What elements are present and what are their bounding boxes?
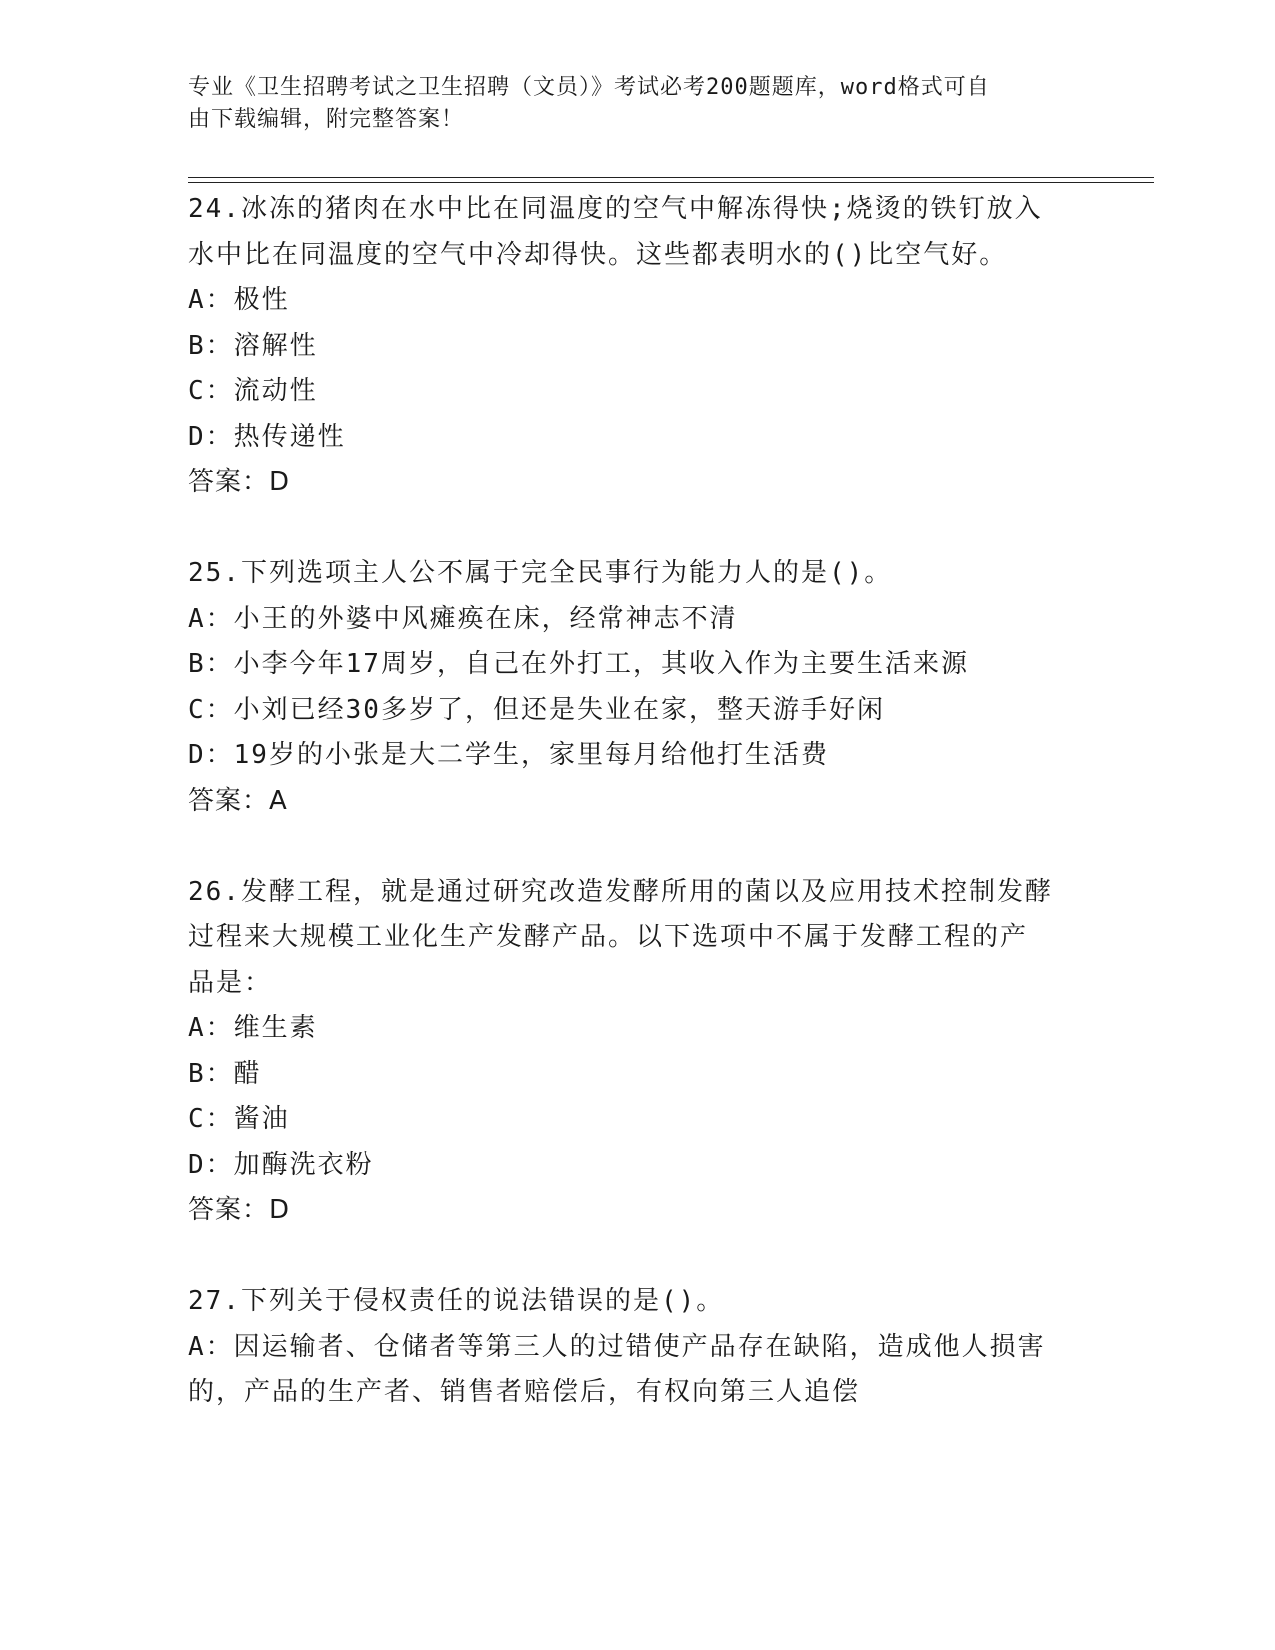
- question-25-option-a: A：小王的外婆中风瘫痪在床，经常神志不清: [188, 603, 738, 634]
- question-24-option-a: A：极性: [188, 285, 290, 315]
- question-27-option-a-line-1: A：因运输者、仓储者等第三人的过错使产品存在缺陷，造成他人损害: [188, 1331, 1046, 1362]
- question-25-option-b: B：小李今年17周岁，自己在外打工，其收入作为主要生活来源: [188, 649, 969, 679]
- question-25: [188, 551, 1088, 824]
- question-26-option-d: D：加酶洗衣粉: [188, 1149, 374, 1180]
- question-24-answer: 答案：D: [188, 467, 291, 497]
- question-27: [188, 1279, 1088, 1416]
- document-header: [188, 72, 1068, 136]
- question-gap: [188, 1234, 1088, 1280]
- question-26: [188, 870, 1088, 1234]
- question-27-option-a-line-2: 的，产品的生产者、销售者赔偿后，有权向第三人追偿: [188, 1377, 861, 1407]
- question-24-option-c: C：流动性: [188, 376, 318, 406]
- question-list: [188, 187, 1088, 1416]
- question-24-option-b: B：溶解性: [188, 330, 318, 361]
- question-25-text-1: 25.下列选项主人公不属于完全民事行为能力人的是()。: [188, 558, 893, 588]
- question-24-option-d: D：热传递性: [188, 421, 346, 452]
- question-26-text-1: 26.发酵工程，就是通过研究改造发酵所用的菌以及应用技术控制发酵: [188, 876, 1053, 907]
- question-26-text-2: 过程来大规模工业化生产发酵产品。以下选项中不属于发酵工程的产: [188, 922, 1029, 952]
- header-line-2: 由下载编辑，附完整答案！: [188, 107, 465, 132]
- question-24-text-1: 24.冰冻的猪肉在水中比在同温度的空气中解冻得快;烧烫的铁钉放入: [188, 194, 1043, 224]
- question-25-option-c: C：小刘已经30多岁了，但还是失业在家，整天游手好闲: [188, 694, 885, 725]
- question-27-text-1: 27.下列关于侵权责任的说法错误的是()。: [188, 1286, 725, 1316]
- question-26-answer: 答案：D: [188, 1195, 291, 1225]
- question-26-option-b: B：醋: [188, 1058, 262, 1089]
- question-gap: [188, 506, 1088, 552]
- question-26-text-3: 品是：: [188, 967, 273, 998]
- question-25-answer: 答案：A: [188, 785, 288, 816]
- header-divider-bottom: [188, 182, 1154, 183]
- question-25-option-d: D：19岁的小张是大二学生，家里每月给他打生活费: [188, 740, 829, 770]
- question-26-option-c: C：酱油: [188, 1104, 290, 1134]
- question-24-text-2: 水中比在同温度的空气中冷却得快。这些都表明水的()比空气好。: [188, 239, 1008, 270]
- header-line-1: 专业《卫生招聘考试之卫生招聘（文员）》考试必考200题题库，word格式可自: [188, 75, 990, 100]
- header-divider-top: [188, 177, 1154, 178]
- question-24: [188, 187, 1088, 506]
- question-gap: [188, 824, 1088, 870]
- question-26-option-a: A：维生素: [188, 1013, 318, 1043]
